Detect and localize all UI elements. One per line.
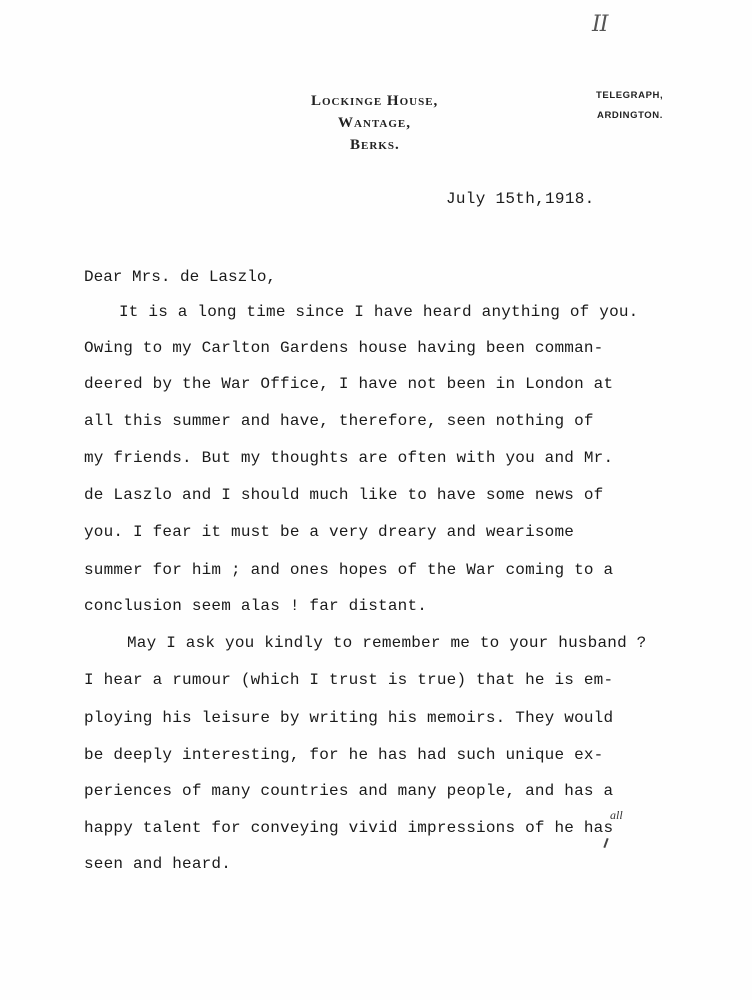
letter-date: July 15th,1918. bbox=[446, 190, 595, 208]
body-line: conclusion seem alas ! far distant. bbox=[84, 597, 428, 615]
letterhead-address-line: Berks. bbox=[350, 137, 400, 153]
body-line: all this summer and have, therefore, seen nothing of bbox=[84, 412, 594, 430]
body-line: periences of many countries and many people, and has a bbox=[84, 782, 614, 800]
body-line: It is a long time since I have heard anything of you. bbox=[119, 303, 639, 321]
body-line: you. I fear it must be a very dreary and wearisome bbox=[84, 523, 575, 541]
body-line: Owing to my Carlton Gardens house having been comman- bbox=[84, 339, 604, 357]
page-number-mark: II bbox=[592, 12, 608, 37]
salutation: Dear Mrs. de Laszlo, bbox=[84, 268, 277, 286]
letterhead-telegraph-line: TELEGRAPH, bbox=[596, 90, 664, 101]
body-line: my friends. But my thoughts are often with you and Mr. bbox=[84, 449, 614, 467]
letterhead-address-line: Wantage, bbox=[338, 115, 411, 131]
letterhead-address-line: Lockinge House, bbox=[311, 93, 439, 109]
body-line: seen and heard. bbox=[84, 855, 232, 873]
letterhead-telegraph-line: ARDINGTON. bbox=[597, 110, 663, 121]
body-line: I hear a rumour (which I trust is true) that he is em- bbox=[84, 671, 614, 689]
body-line: ploying his leisure by writing his memoirs. They would bbox=[84, 709, 614, 727]
body-line: happy talent for conveying vivid impressions of he has bbox=[84, 819, 614, 837]
caret-mark bbox=[603, 838, 608, 848]
body-line: be deeply interesting, for he has had such unique ex- bbox=[84, 746, 604, 764]
body-line: deered by the War Office, I have not been in London at bbox=[84, 375, 614, 393]
body-line: summer for him ; and ones hopes of the War coming to a bbox=[84, 561, 614, 579]
handwritten-insertion: all bbox=[610, 808, 623, 822]
body-line: May I ask you kindly to remember me to your husband ? bbox=[127, 634, 647, 652]
body-line: de Laszlo and I should much like to have some news of bbox=[84, 486, 604, 504]
